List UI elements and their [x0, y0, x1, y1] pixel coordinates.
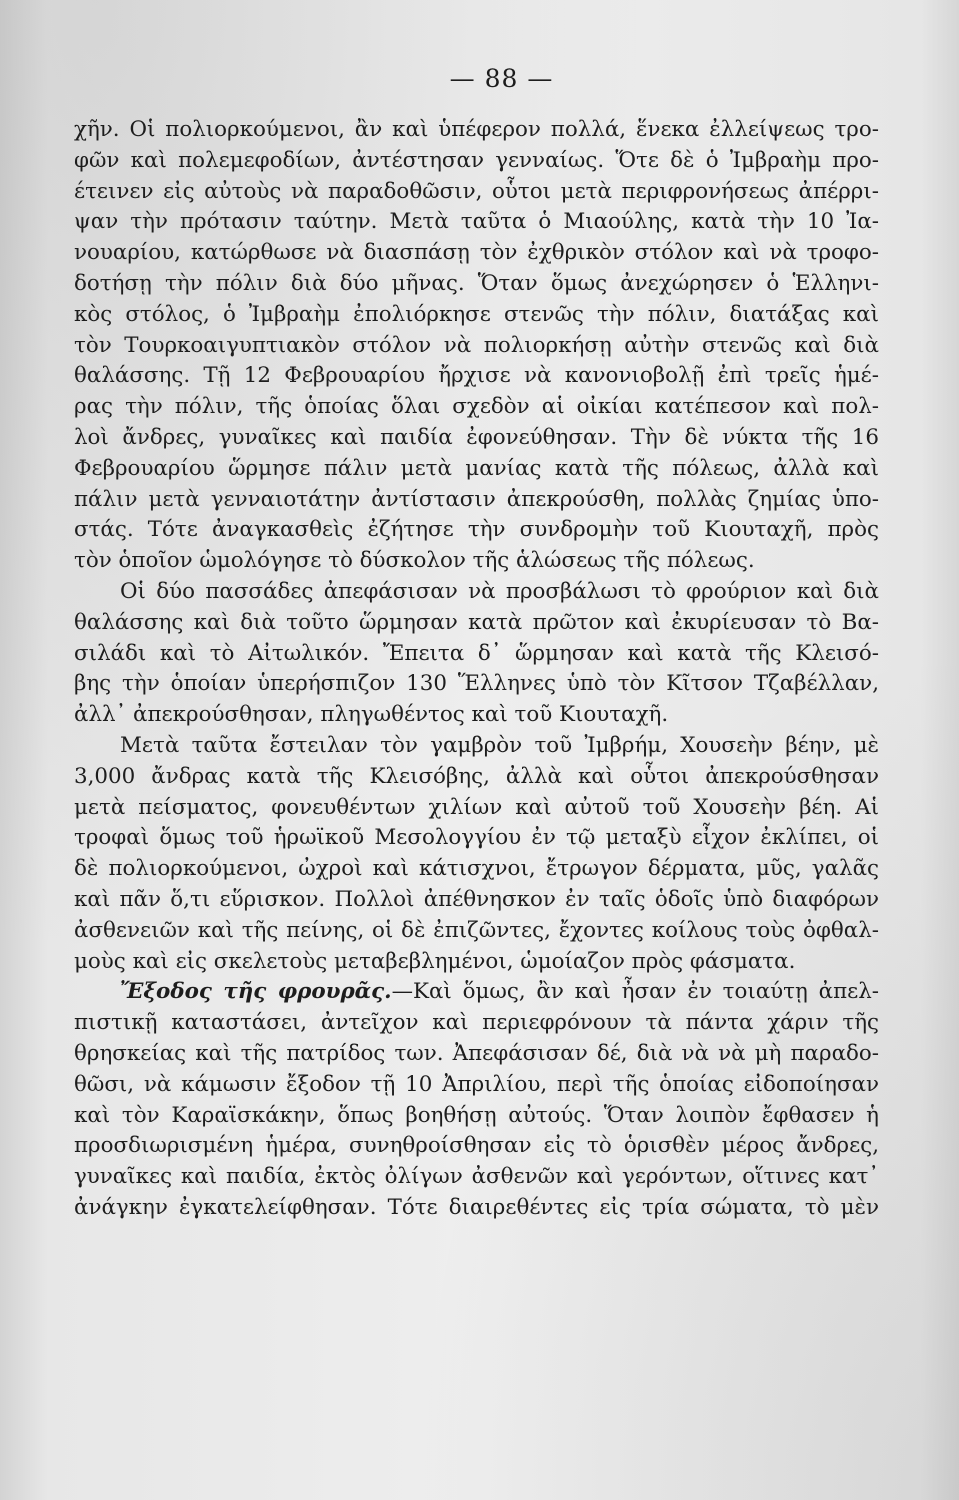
text-line: θαλάσσης. Τῇ 12 Φεβρουαρίου ἤρχισε νὰ κανονιοβολῇ ἐπὶ τρεῖς ἡμέ-: [74, 363, 879, 389]
text-line: έτεινεν εἰς αὐτοὺς νὰ παραδοθῶσιν, οὗτοι μετὰ περιφρονήσεως ἀπέρρι-: [74, 178, 879, 204]
text-line: δὲ πολιορκούμενοι, ὠχροὶ καὶ κάτισχνοι, ἔτρωγον δέρματα, μῦς, γαλᾶς: [74, 856, 879, 882]
text-line: Οἱ δύο πασσάδες ἀπεφάσισαν νὰ προσβάλωσι τὸ φρούριον καὶ διὰ: [120, 578, 879, 604]
body-text: [74, 115, 879, 1224]
section-heading: Ἔξοδος τῆς φρουρᾶς.: [120, 979, 392, 1005]
text-line: καὶ πᾶν ὅ,τι εὕρισκον. Πολλοὶ ἀπέθνησκον ἐν ταῖς ὁδοῖς ὑπὸ διαφόρων: [74, 886, 879, 912]
text-line: ἀσθενειῶν καὶ τῆς πείνης, οἱ δὲ ἐπιζῶντες, ἔχοντες κοίλους τοὺς ὀφθαλ-: [74, 917, 879, 943]
text-line: θῶσι, νὰ κάμωσιν ἔξοδον τῇ 10 Ἀπριλίου, περὶ τῆς ὁποίας εἰδοποίησαν: [74, 1071, 879, 1097]
text-line: μοὺς καὶ εἰς σκελετοὺς μεταβεβλημένοι, ὡμοίαζον πρὸς φάσματα.: [74, 948, 796, 974]
text-line: Φεβρουαρίου ὥρμησε πάλιν μετὰ μανίας κατὰ τῆς πόλεως, ἀλλὰ καὶ: [74, 455, 879, 481]
text-line: βης τὴν ὁποίαν ὑπερήσπιζον 130 Ἕλληνες ὑπὸ τὸν Κῖτσον Τζαβέλλαν,: [74, 671, 879, 697]
text-line: πιστικῇ καταστάσει, ἀντεῖχον καὶ περιεφρόνουν τὰ πάντα χάριν τῆς: [74, 1010, 879, 1036]
text-line: πάλιν μετὰ γενναιοτάτην ἀντίστασιν ἀπεκρούσθη, πολλὰς ζημίας ὑπο-: [74, 486, 879, 512]
text-line: χῆν. Οἱ πολιορκούμενοι, ἂν καὶ ὑπέφερον πολλά, ἕνεκα ἐλλείψεως τρο-: [74, 117, 879, 142]
text-line: Μετὰ ταῦτα ἔστειλαν τὸν γαμβρὸν τοῦ Ἰμβρήμ, Χουσεὴν βέην, μὲ: [120, 732, 879, 758]
text-line: 3,000 ἄνδρας κατὰ τῆς Κλεισόβης, ἀλλὰ καὶ οὗτοι ἀπεκρούσθησαν: [74, 763, 879, 789]
text-line: θρησκείας καὶ τῆς πατρίδος των. Ἀπεφάσισαν δέ, διὰ νὰ νὰ μὴ παραδο-: [74, 1040, 879, 1066]
text-line: τροφαὶ ὅμως τοῦ ἡρωϊκοῦ Μεσολογγίου ἐν τῷ μεταξὺ εἶχον ἐκλίπει, οἱ: [74, 825, 879, 851]
page-number: — 88 —: [449, 64, 554, 93]
text-line: στάς. Τότε ἀναγκασθεὶς ἐζήτησε τὴν συνδρομὴν τοῦ Κιουταχῆ, πρὸς: [74, 517, 879, 543]
text-line: —Καὶ ὅμως, ἂν καὶ ἦσαν ἐν τοιαύτῃ ἀπελ-: [391, 979, 879, 1005]
text-line: τὸν Τουρκοαιγυπτιακὸν στόλον νὰ πολιορκήσῃ αὐτὴν στενῶς καὶ διὰ: [74, 332, 879, 358]
text-line: λοὶ ἄνδρες, γυναῖκες καὶ παιδία ἐφονεύθησαν. Τὴν δὲ νύκτα τῆς 16: [74, 424, 879, 450]
text-line: ρας τὴν πόλιν, τῆς ὁποίας ὅλαι σχεδὸν αἱ οἰκίαι κατέπεσον καὶ πολ-: [74, 394, 879, 420]
text-line: ψαν τὴν πρότασιν ταύτην. Μετὰ ταῦτα ὁ Μιαούλης, κατὰ τὴν 10 Ἰα-: [74, 209, 879, 235]
text-line: δοτήσῃ τὴν πόλιν διὰ δύο μῆνας. Ὅταν ὅμως ἀνεχώρησεν ὁ Ἑλληνι-: [74, 270, 879, 296]
text-line: κὸς στόλος, ὁ Ἰμβραὴμ ἐπολιόρκησε στενῶς τὴν πόλιν, διατάξας καὶ: [74, 301, 879, 327]
text-line: νουαρίου, κατώρθωσε νὰ διασπάσῃ τὸν ἐχθρικὸν στόλον καὶ νὰ τροφο-: [74, 240, 879, 266]
text-line: σιλάδι καὶ τὸ Αἰτωλικόν. Ἔπειτα δ᾽ ὥρμησαν καὶ κατὰ τῆς Κλεισό-: [74, 640, 879, 666]
text-line: προσδιωρισμένη ἡμέρα, συνηθροίσθησαν εἰς τὸ ὁρισθὲν μέρος ἄνδρες,: [74, 1133, 879, 1159]
text-line: τὸν ὁποῖον ὡμολόγησε τὸ δύσκολον τῆς ἁλώσεως τῆς πόλεως.: [74, 548, 755, 574]
text-line: μετὰ πείσματος, φονευθέντων χιλίων καὶ αὐτοῦ τοῦ Χουσεὴν βέη. Αἱ: [74, 794, 879, 820]
text-line: θαλάσσης καὶ διὰ τοῦτο ὥρμησαν κατὰ πρῶτον καὶ ἐκυρίευσαν τὸ Βα-: [74, 609, 879, 635]
text-line: φῶν καὶ πολεμεφοδίων, ἀντέστησαν γενναίως. Ὅτε δὲ ὁ Ἰμβραὴμ προ-: [74, 147, 879, 173]
text-line: ἀνάγκην ἐγκατελείφθησαν. Τότε διαιρεθέντες εἰς τρία σώματα, τὸ μὲν: [74, 1194, 879, 1220]
text-line-with-heading: [74, 977, 879, 1008]
text-line: γυναῖκες καὶ παιδία, ἐκτὸς ὀλίγων ἀσθενῶν καὶ γερόντων, οἵτινες κατ᾽: [74, 1164, 879, 1190]
text-line: ἀλλ᾽ ἀπεκρούσθησαν, πληγωθέντος καὶ τοῦ Κιουταχῆ.: [74, 702, 669, 728]
text-line: καὶ τὸν Καραϊσκάκην, ὅπως βοηθήσῃ αὐτούς. Ὅταν λοιπὸν ἔφθασεν ἡ: [74, 1102, 879, 1128]
